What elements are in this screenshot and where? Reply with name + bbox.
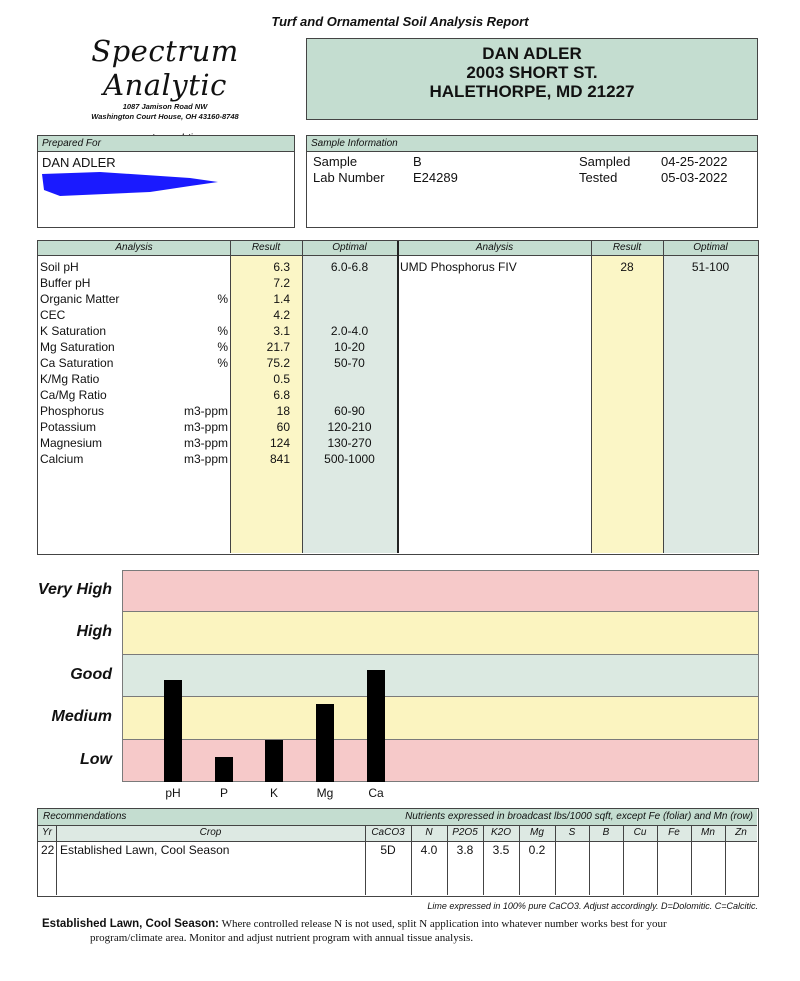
umd-analysis-name: UMD Phosphorus FIV: [400, 260, 517, 274]
level-band: [122, 697, 759, 739]
rec-n: 4.0: [420, 843, 438, 857]
analysis-result: 7.2: [273, 276, 290, 290]
analysis-unit: [156, 371, 228, 387]
analysis-optimal: [302, 371, 397, 387]
analysis-optimal: [302, 387, 397, 403]
analysis-unit: [156, 307, 228, 323]
rec-year: 22: [41, 843, 55, 857]
bar-mg: [316, 704, 334, 782]
analysis-name: Buffer pH: [40, 276, 91, 290]
analysis-result: 18: [276, 404, 290, 418]
sampled-date: 04-25-2022: [661, 154, 728, 169]
analysis-unit: m3-ppm: [183, 404, 228, 418]
x-tick-label: P: [219, 786, 228, 800]
result-header-right: Result: [591, 241, 663, 256]
lab-name: Spectrum Analytic: [91, 34, 239, 102]
analysis-name: Soil pH: [40, 260, 79, 274]
analysis-optimal: 10-20: [334, 340, 365, 354]
divider: [725, 826, 726, 895]
analysis-unit: m3-ppm: [183, 420, 228, 434]
divider: [519, 826, 520, 895]
analysis-optimal: 500-1000: [324, 452, 375, 466]
divider: [411, 826, 412, 895]
rec-col-header: N: [425, 827, 433, 838]
analysis-unit: [156, 259, 228, 275]
recommendations-note: Nutrients expressed in broadcast lbs/1000 sqft, except Fe (foliar) and Mn (row): [405, 811, 753, 822]
client-street: 2003 SHORT ST.: [466, 63, 598, 82]
divider: [483, 826, 484, 895]
analysis-optimal: 6.0-6.8: [330, 260, 369, 274]
level-band: [122, 612, 759, 654]
analysis-header-right: Analysis: [398, 241, 591, 256]
sampled-label: Sampled: [579, 154, 631, 169]
sample-label: Sample: [313, 154, 358, 169]
rec-col-header: Yr: [42, 827, 52, 838]
level-label: Low: [80, 750, 112, 768]
analysis-optimal: 50-70: [334, 356, 365, 370]
report-title: Turf and Ornamental Soil Analysis Report: [271, 14, 529, 29]
divider: [447, 826, 448, 895]
analysis-header: Analysis: [38, 241, 230, 256]
recommendations-box: [37, 808, 759, 897]
redaction-mark: [40, 170, 220, 198]
lab-address-1: 1087 Jamison Road NW: [122, 102, 208, 111]
rec-col-header: Cu: [633, 827, 647, 838]
analysis-name: Ca Saturation: [40, 356, 114, 370]
analysis-result: 21.7: [266, 340, 290, 354]
result-header: Result: [230, 241, 302, 256]
analysis-name: Organic Matter: [40, 292, 120, 306]
analysis-unit: m3-ppm: [183, 452, 228, 466]
level-band: [122, 655, 759, 697]
crop-comment: [42, 917, 762, 945]
analysis-name: Magnesium: [40, 436, 103, 450]
rec-caco3: 5D: [380, 843, 396, 857]
client-name: DAN ADLER: [482, 44, 582, 63]
analysis-result: 124: [269, 436, 290, 450]
analysis-result: 0.5: [273, 372, 290, 386]
analysis-result: 4.2: [273, 308, 290, 322]
x-tick-label: pH: [165, 786, 181, 800]
lime-footnote: Lime expressed in 100% pure CaCO3. Adjust accordingly. D=Dolomitic. C=Calcitic.: [427, 901, 758, 911]
x-tick-label: Ca: [368, 786, 384, 800]
analysis-name: Phosphorus: [40, 404, 105, 418]
optimal-column-fill-right: [663, 241, 758, 553]
rec-col-header: Crop: [199, 827, 222, 838]
analysis-optimal: 60-90: [334, 404, 365, 418]
level-band: [122, 570, 759, 612]
rec-col-header: K2O: [490, 827, 511, 838]
rec-col-header: Mg: [530, 827, 544, 838]
x-tick-label: K: [269, 786, 278, 800]
level-label: Very High: [37, 581, 112, 598]
divider: [623, 826, 624, 895]
lab-number-value: E24289: [413, 170, 458, 185]
analysis-optimal: 130-270: [327, 436, 372, 450]
analysis-name: CEC: [40, 308, 66, 322]
analysis-name: Potassium: [40, 420, 97, 434]
analysis-optimal: [302, 275, 397, 291]
rec-col-header: Fe: [668, 827, 680, 838]
analysis-result: 6.8: [273, 388, 290, 402]
optimal-header: Optimal: [302, 241, 397, 256]
divider: [589, 826, 590, 895]
divider: [56, 826, 57, 895]
level-label: High: [76, 623, 112, 641]
analysis-unit: %: [217, 356, 228, 370]
rec-k2o: 3.5: [492, 843, 510, 857]
rec-col-header: Mn: [701, 827, 715, 838]
level-label: Good: [70, 665, 112, 683]
divider: [691, 826, 692, 895]
optimal-header-right: Optimal: [663, 241, 758, 256]
comment-label: Established Lawn, Cool Season:: [42, 918, 220, 930]
rec-col-header: Zn: [735, 827, 747, 838]
divider: [365, 826, 366, 895]
analysis-result: 3.1: [273, 324, 290, 338]
analysis-name: K/Mg Ratio: [40, 372, 100, 386]
analysis-table: [37, 240, 759, 555]
lab-logo: [40, 34, 290, 141]
analysis-optimal: [302, 307, 397, 323]
analysis-optimal: 120-210: [327, 420, 372, 434]
divider: [555, 826, 556, 895]
x-tick-label: Mg: [316, 786, 334, 800]
analysis-unit: [156, 275, 228, 291]
analysis-unit: %: [217, 324, 228, 338]
prepared-for-label: Prepared For: [38, 136, 294, 152]
prepared-for-name: DAN ADLER: [42, 155, 116, 170]
rec-col-header: P2O5: [452, 827, 478, 838]
rec-col-header: CaCO3: [371, 827, 405, 838]
analysis-result: 6.3: [273, 260, 290, 274]
analysis-result: 60: [276, 420, 290, 434]
analysis-optimal: 2.0-4.0: [330, 324, 369, 338]
tested-date: 05-03-2022: [661, 170, 728, 185]
analysis-name: Calcium: [40, 452, 84, 466]
client-city: HALETHORPE, MD 21227: [429, 82, 635, 101]
rec-mg: 0.2: [528, 843, 546, 857]
sample-value: B: [413, 154, 422, 169]
divider: [591, 241, 592, 553]
analysis-result: 841: [269, 452, 290, 466]
comment-text-2: program/climate area. Monitor and adjust nutrient program with annual tissue analysis.: [90, 932, 474, 944]
bar-p: [215, 757, 233, 782]
divider: [657, 826, 658, 895]
client-address-box: [306, 38, 758, 120]
bar-ca: [367, 670, 385, 782]
divider: [663, 241, 664, 553]
analysis-result: 1.4: [273, 292, 290, 306]
level-label: Medium: [51, 708, 112, 726]
sample-info-box: [306, 135, 758, 228]
umd-result: 28: [620, 260, 634, 274]
analysis-unit: m3-ppm: [183, 436, 228, 450]
analysis-name: Ca/Mg Ratio: [40, 388, 107, 402]
result-column-fill-right: [591, 241, 663, 553]
tested-label: Tested: [579, 170, 618, 185]
bar-k: [265, 740, 283, 782]
comment-text-1: Where controlled release N is not used, split N application into whatever number works best for your: [221, 918, 667, 930]
divider: [397, 241, 399, 553]
analysis-unit: %: [217, 340, 228, 354]
analysis-name: K Saturation: [40, 324, 107, 338]
analysis-result: 75.2: [266, 356, 290, 370]
rec-crop: Established Lawn, Cool Season: [60, 843, 230, 857]
recommendations-label: Recommendations: [43, 811, 127, 822]
analysis-unit: %: [217, 292, 228, 306]
umd-optimal: 51-100: [691, 260, 730, 274]
analysis-optimal: [302, 291, 397, 307]
lab-address-2: Washington Court House, OH 43160-8748: [91, 112, 239, 121]
analysis-name: Mg Saturation: [40, 340, 115, 354]
lab-number-label: Lab Number: [313, 170, 385, 185]
bar-ph: [164, 680, 182, 782]
analysis-unit: [156, 387, 228, 403]
rec-col-header: B: [602, 827, 610, 838]
rec-p2o5: 3.8: [456, 843, 474, 857]
rec-col-header: S: [568, 827, 576, 838]
sample-info-label: Sample Information: [307, 136, 757, 152]
